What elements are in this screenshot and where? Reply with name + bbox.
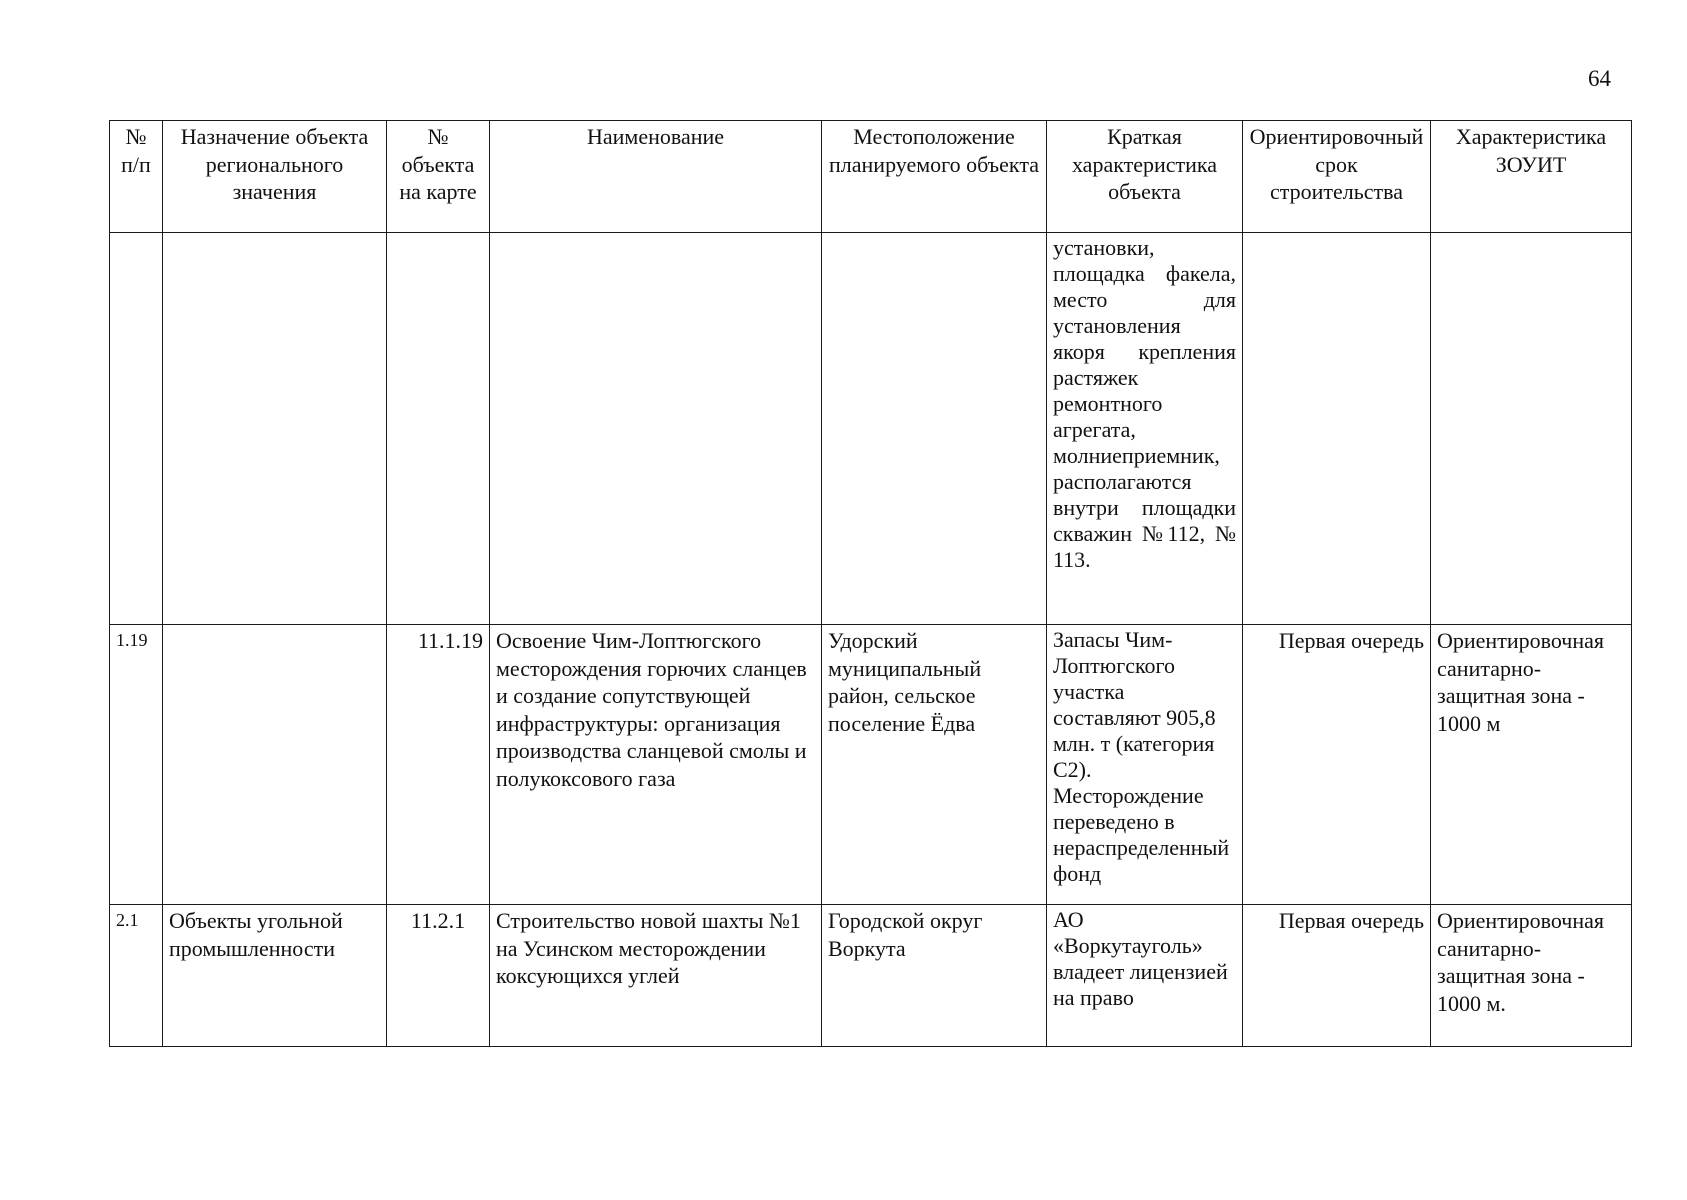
row-location (822, 233, 1047, 625)
row-num (110, 233, 163, 625)
row-brief: АО «Воркутауголь» владеет лицензией на право (1047, 905, 1243, 1047)
row-term: Первая очередь (1243, 905, 1431, 1047)
row-location: Удорский муниципальный район, сельское поселение Ёдва (822, 625, 1047, 905)
row-map-number: 11.1.19 (387, 625, 490, 905)
table-header-row (110, 121, 1632, 233)
header-zone: Характеристика ЗОУИТ (1431, 121, 1632, 233)
table-row (110, 905, 1632, 1047)
header-location: Местоположение планируемого объекта (822, 121, 1047, 233)
row-brief: установки, площадка факела, место для установления якоря крепления растяжек ремонтного агрегата, молниеприемник, располагаются внутри площадки скважин №112, № 113. (1047, 233, 1243, 625)
row-term: Первая очередь (1243, 625, 1431, 905)
row-zone (1431, 233, 1632, 625)
row-purpose (163, 625, 387, 905)
row-map-number (387, 233, 490, 625)
row-name: Строительство новой шахты №1 на Усинском месторождении коксующихся углей (490, 905, 822, 1047)
row-term (1243, 233, 1431, 625)
row-zone: Ориентировочная санитарно-защитная зона - 1000 м (1431, 625, 1632, 905)
row-purpose (163, 233, 387, 625)
row-brief: Запасы Чим-Лоптюгского участка составляют 905,8 млн. т (категория С2). Месторождение переведено в нераспределенный фонд (1047, 625, 1243, 905)
objects-table (109, 120, 1632, 1047)
table-row (110, 233, 1632, 625)
page-number: 64 (1588, 66, 1611, 91)
header-name: Наименование (490, 121, 822, 233)
row-num: 1.19 (110, 625, 163, 905)
header-term: Ориентировочный срок строительства (1243, 121, 1431, 233)
row-name: Освоение Чим-Лоптюгского месторождения горючих сланцев и создание сопутствующей инфраструктуры: организация производства сланцевой смолы и полукоксового газа (490, 625, 822, 905)
header-brief: Краткая характеристика объекта (1047, 121, 1243, 233)
row-num: 2.1 (110, 905, 163, 1047)
row-map-number: 11.2.1 (387, 905, 490, 1047)
table-row (110, 625, 1632, 905)
header-purpose: Назначение объекта регионального значения (163, 121, 387, 233)
row-name (490, 233, 822, 625)
header-num: № п/п (110, 121, 163, 233)
row-zone: Ориентировочная санитарно-защитная зона - 1000 м. (1431, 905, 1632, 1047)
header-map-number: № объекта на карте (387, 121, 490, 233)
row-location: Городской округ Воркута (822, 905, 1047, 1047)
row-purpose: Объекты угольной промышленности (163, 905, 387, 1047)
